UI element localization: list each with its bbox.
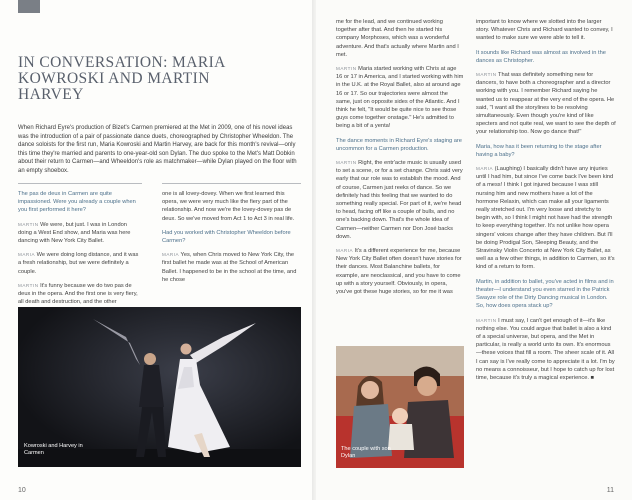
answer-text: Yes, when Chris moved to New York City, the first ballet he made was at the School of American Ballet. I happened to be in the school at the time, and he chose [162,252,297,283]
speaker-label: MARIA [476,166,494,172]
interview-answer [336,247,464,296]
article-intro: When Richard Eyre's production of Bizet's Carmen premiered at the Met in 2009, one of his novel ideas was the introduction of a pair of passionate dance duets, choreographed by Christopher Wheeldon. The dance soloists for the first run, Maria Kowroski and Martin Harvey, are back for this month's revival—only this time they're married and parents to one-year-old son Dylan. The duo spoke to the Met's Matt Dobkin about their return to Carmen—and Wheeldon's role as matchmaker—while Dylan played on the floor with an empty shoebox. [18,125,297,174]
answer-text: Maria started working with Chris at age 16 or 17 in America, and I started working with him in the U.K. at the Royal Ballet, also at around age 16 or 17. So our trajectories were almost the same, just on opposite sides of the Atlantic. And I think he felt, "It would be quite nice to see those guys come together onstage." He's admitted to being a bit of a yenta! [336,66,464,130]
answer-text: That was definitely something new for dancers, to have both a choreographer and a director working with you. I remember Richard saying he wanted us to reappear at the very end of the opera. He said, "I want all the storylines to be resolving simultaneously. Even though you're kind of like specters and not quite real, we want to see the depth of your relationship too. Now go dance that!" [476,72,616,136]
interview-question [476,143,616,159]
question-text: It sounds like Richard was almost as involved in the dances as Christopher. [476,49,606,64]
answer-text: We were doing long distance, and it was a fresh relationship, but we were definitely a couple. [18,252,139,275]
question-text: Martin, in addition to ballet, you've acted in films and in theater—I understand you even starred in the Patrick Swayze role of the Dirty Dancing musical in London. So, how does opera stack up? [476,278,614,310]
interview-answer [18,251,142,276]
interview-answer [18,221,142,246]
speaker-label: MARTIN [336,160,357,166]
question-text: The pas de deux in Carmen are quite impassioned. Were you already a couple when you first performed it here? [18,191,136,214]
column-rule-2 [162,183,301,184]
interview-question [162,229,301,245]
question-text: Maria, how has it been returning to the stage after having a baby? [476,143,602,158]
family-photo [336,346,464,468]
left-page-column-1 [18,190,142,312]
interview-answer [336,159,464,241]
answer-text: We were, but just. I was in London doing a West End show, and Maria was here dancing with New York City Ballet. [18,221,131,245]
speaker-label: MARIA [336,248,354,254]
answer-text: one is all lovey-dovey. When we first learned this opera, we were very much like the fiery part of the relationship. And now we're the lovey-dovey pas de deux. So we've moved from Act 1 to Act 3 in real life. [162,191,295,222]
answer-text: I must say, I can't get enough of it—it's like nothing else. You could argue that ballet is also a kind of a special universe, but opera, and the Met in particular, is really a world unto its own. It's enormous—these voices that fill a room. The sheer scale of it. All I can say is I've really come to appreciate it a lot. I'm by no means a connoisseur, but I hope to catch up for lost time, because it's truly a magical experience. ■ [476,317,615,381]
question-text: Had you worked with Christopher Wheeldon before Carmen? [162,229,291,245]
right-page-column-1 [336,18,464,302]
answer-text: It's funny because we do two pas de deux in the opera. And the first one is very fiery, all death and destruction, and the other [18,282,138,306]
carmen-performance-photo [18,307,301,467]
article-headline: IN CONVERSATION: MARIA KOWROSKI AND MARTIN HARVEY [18,54,225,103]
right-page [316,0,632,500]
speaker-label: MARTIN [336,66,357,72]
speaker-label: MARTIN [476,72,497,78]
answer-text: important to know where we slotted into the larger story. Whatever Chris and Richard wanted to convey, I wanted to make sure we were able to tell it. [476,19,613,42]
speaker-label: MARTIN [476,317,497,323]
interview-answer [162,190,301,223]
interview-question [476,278,616,311]
interview-answer [476,317,616,383]
interview-answer [476,18,616,43]
answer-text: (Laughing) I basically didn't have any injuries until I had him, but since I've come back I've been kind of a mess! I think I got injured because I was still nursing him and new mothers have a lot of the hormone Relaxin, which can make all your ligaments really stretched out. I'm very loose and stretchy to begin with, so I think I might not have had the strength to keep everything together. It's not unlike how opera singers' voices change after they have children. But I'll be doing Prodigal Son, Sleeping Beauty, and the Stravinsky Violin Concerto at New York City Ballet, as well as a few other things, in addition to Carmen, so it's kind of a return to form. [476,166,615,271]
photo-caption: Kowroski and Harvey in Carmen [24,443,83,456]
question-text: The dance moments in Richard Eyre's staging are uncommon for a Carmen production. [336,137,462,152]
right-page-column-2 [476,18,616,388]
interview-answer [18,282,142,307]
interview-answer [336,18,464,59]
speaker-label: MARIA [18,252,36,258]
interview-answer [476,71,616,137]
speaker-label: MARTIN [18,221,39,227]
photo-caption: The couple with son Dylan [341,446,391,459]
interview-question [476,49,616,65]
page-number: 11 [606,487,614,494]
answer-text: Right, the entr'acte music is usually used to set a scene, or for a set change. Chris said very early that our role was to establish the mood. And of course, Carmen just reeks of dance. So we definitely had this feeling that we wanted to do something really special. For part of it, we're head to head, facing off like a couple of bulls, and no one's backing down. That's the whole idea of Carmen—neither Carmen nor Don José backs down. [336,160,463,240]
left-page-column-2 [162,190,301,290]
interview-question [336,137,464,153]
interview-question [18,190,142,215]
speaker-label: MARTIN [18,282,39,288]
answer-text: me for the lead, and we continued working together after that. And then he started his company Morphoses, which was a wonderful adventure. And that's actually where Martin and I met. [336,19,459,58]
section-tab [18,0,40,13]
page-number: 10 [18,487,26,494]
interview-answer [476,165,616,272]
column-rule-1 [18,183,142,184]
interview-answer [162,251,301,284]
interview-answer [336,65,464,131]
speaker-label: MARIA [162,252,180,258]
answer-text: It's a different experience for me, because New York City Ballet often doesn't have stories for their dances. Most Balanchine ballets, for example, are neoclassical, and you have to come up with a story yourself. Obviously, in opera, you've got these huge stories, so for me it was [336,248,462,296]
